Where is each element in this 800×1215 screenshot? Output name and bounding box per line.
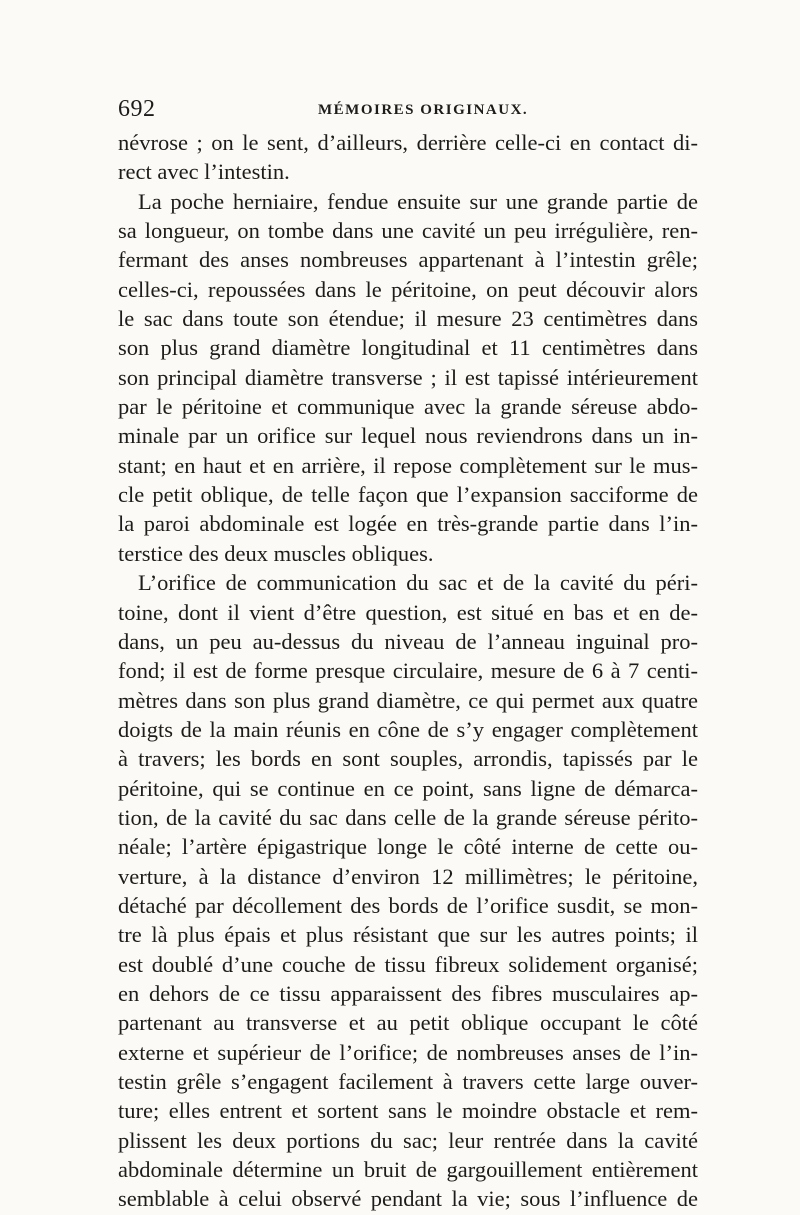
text-line: tre là plus épais et plus résistant que sur les autres points; il: [118, 922, 698, 948]
text-line: doigts de la main réunis en cône de s’y engager complètement: [118, 716, 698, 742]
text-line: néale; l’artère épigastrique longe le côté interne de cette ou-: [118, 834, 698, 860]
text-line: plissent les deux portions du sac; leur rentrée dans la cavité: [118, 1127, 698, 1153]
text-line: fermant des anses nombreuses appartenant à l’intestin grêle;: [118, 247, 698, 273]
text-line: stant; en haut et en arrière, il repose complètement sur le mus-: [118, 452, 698, 478]
text-line: testin grêle s’engagent facilement à travers cette large ouver-: [118, 1069, 698, 1094]
text-line: cle petit oblique, de telle façon que l’expansion sacciforme de: [118, 482, 698, 508]
text-line: celles-ci, repoussées dans le péritoine, on peut découvir alors: [118, 276, 698, 302]
text-line: dans, un peu au-dessus du niveau de l’anneau inguinal pro-: [118, 628, 698, 654]
text-line: la paroi abdominale est logée en très-grande partie dans l’in-: [118, 511, 698, 537]
text-line: ture; elles entrent et sortent sans le moindre obstacle et rem-: [118, 1098, 698, 1124]
text-line: partenant au transverse et au petit oblique occupant le côté: [118, 1010, 698, 1036]
text-line: névrose ; on le sent, d’ailleurs, derrière celle-ci en contact di-: [118, 130, 698, 155]
text-line: par le péritoine et communique avec la grande séreuse abdo-: [118, 394, 698, 420]
text-line: le sac dans toute son étendue; il mesure 23 centimètres dans: [118, 306, 698, 332]
text-line: semblable à celui observé pendant la vie; sous l’influence de: [118, 1186, 698, 1212]
page-header: [118, 96, 698, 132]
text-line: L’orifice de communication du sac et de la cavité du péri-: [138, 570, 698, 596]
text-line: à travers; les bords en sont souples, arrondis, tapissés par le: [118, 746, 698, 772]
text-line: péritoine, qui se continue en ce point, sans ligne de démarca-: [118, 775, 698, 801]
text-line: rect avec l’intestin.: [118, 159, 290, 185]
text-line: minale par un orifice sur lequel nous reviendrons dans un in-: [118, 423, 698, 449]
text-line: abdominale détermine un bruit de gargouillement entièrement: [118, 1157, 698, 1183]
text-line: son principal diamètre transverse ; il est tapissé intérieurement: [118, 364, 698, 390]
body-text: [118, 128, 698, 1214]
text-line: détaché par décollement des bords de l’orifice susdit, se mon-: [118, 892, 698, 918]
text-line: La poche herniaire, fendue ensuite sur une grande partie de: [138, 188, 698, 214]
text-line: toine, dont il vient d’être question, est situé en bas et en de-: [118, 599, 698, 625]
text-line: externe et supérieur de l’orifice; de nombreuses anses de l’in-: [118, 1039, 698, 1065]
text-line: en dehors de ce tissu apparaissent des fibres musculaires ap-: [118, 980, 698, 1006]
text-line: sa longueur, on tombe dans une cavité un peu irrégulière, ren-: [118, 218, 698, 244]
running-head: MÉMOIRES ORIGINAUX.: [318, 102, 529, 118]
text-line: mètres dans son plus grand diamètre, ce qui permet aux quatre: [118, 687, 698, 713]
text-line: fond; il est de forme presque circulaire, mesure de 6 à 7 centi-: [118, 658, 698, 684]
text-line: verture, à la distance d’environ 12 millimètres; le péritoine,: [118, 863, 698, 889]
text-line: est doublé d’une couche de tissu fibreux solidement organisé;: [118, 951, 698, 977]
text-line: terstice des deux muscles obliques.: [118, 540, 434, 566]
text-line: son plus grand diamètre longitudinal et 11 centimètres dans: [118, 335, 698, 361]
page-number: 692: [118, 96, 156, 122]
text-line: tion, de la cavité du sac dans celle de la grande séreuse périto-: [118, 804, 698, 830]
